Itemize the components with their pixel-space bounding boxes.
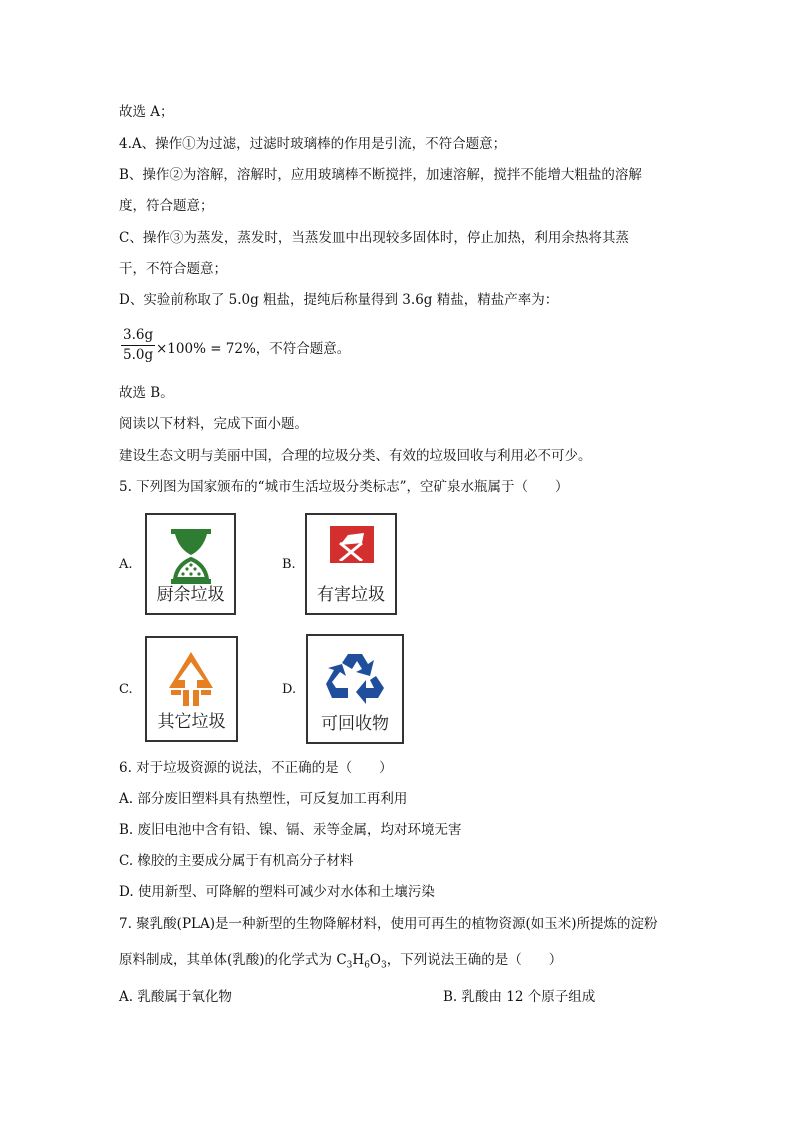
option-c-label: 其它垃圾: [157, 712, 226, 732]
reading-intro: 阅读以下材料，完成下面小题。: [119, 416, 308, 432]
explain-4d: D、实验前称取了 5.0g 粗盐，提纯后称量得到 3.6g 精盐，精盐产率为：: [119, 292, 559, 308]
explain-4b: B、操作②为溶解，溶解时，应用玻璃棒不断搅拌，加速溶解，搅拌不能增大粗盐的溶解: [119, 167, 642, 183]
formula-numerator: 3.6g: [123, 327, 154, 343]
question-7-option-a: A. 乳酸属于氧化物: [119, 989, 232, 1005]
option-c-letter: C.: [119, 682, 133, 697]
option-a-label: 厨余垃圾: [156, 585, 225, 605]
hazard-icon: [307, 521, 395, 587]
chemical-formula: $C_3H_6O_3$: [336, 952, 387, 971]
option-b-letter: B.: [282, 557, 296, 572]
option-a-card[interactable]: [145, 513, 236, 615]
formula-denominator: 5.0g: [123, 347, 154, 363]
hourglass-icon: [147, 519, 234, 589]
question-6: 6. 对于垃圾资源的说法，不正确的是（ ）: [119, 760, 393, 776]
option-d-label: 可回收物: [321, 714, 389, 734]
question-7-option-b: B. 乳酸由 12 个原子组成: [443, 989, 596, 1005]
option-d-card[interactable]: [306, 634, 404, 744]
question-7-suffix: ，下列说法王确的是（ ）: [386, 952, 563, 968]
explain-4c-cont: 干，不符合题意；: [119, 261, 227, 277]
option-b-label: 有害垃圾: [317, 585, 385, 605]
explain-4c: C、操作③为蒸发，蒸发时，当蒸发皿中出现较多固体时，停止加热，利用余热将其蒸: [119, 230, 629, 246]
question-6-option-a: A. 部分废旧塑料具有热塑性，可反复加工再利用: [119, 791, 408, 807]
answer-line-a: 故选 A；: [119, 104, 174, 120]
question-6-option-d: D. 使用新型、可降解的塑料可减少对水体和土壤污染: [119, 884, 435, 900]
answer-line-b: 故选 B。: [119, 385, 174, 401]
fraction-bar: [121, 345, 155, 346]
question-7-cont: [119, 951, 562, 975]
reading-material: 建设生态文明与美丽中国，合理的垃圾分类、有效的垃圾回收与利用必不可少。: [119, 448, 592, 464]
question-6-option-b: B. 废旧电池中含有铅、镍、镉、汞等金属，均对环境无害: [119, 822, 462, 838]
question-6-option-c: C. 橡胶的主要成分属于有机高分子材料: [119, 853, 354, 869]
option-c-card[interactable]: [145, 636, 238, 742]
recycle-icon: [308, 642, 402, 714]
explain-4b-cont: 度，符合题意；: [119, 198, 214, 214]
tree-icon: [147, 644, 236, 714]
question-7-prefix: 原料制成，其单体(乳酸)的化学式为: [119, 952, 337, 968]
question-7: 7. 聚乳酸(PLA)是一种新型的生物降解材料，使用可再生的植物资源(如玉米)所提炼的淀粉: [119, 916, 658, 932]
option-a-letter: A.: [119, 557, 133, 572]
option-d-letter: D.: [282, 682, 297, 697]
question-5: 5. 下列图为国家颁布的“城市生活垃圾分类标志”，空矿泉水瓶属于（ ）: [119, 479, 569, 495]
formula-rest: ×100% = 72%，不符合题意。: [156, 341, 351, 357]
explain-4a: 4.A、操作①为过滤，过滤时玻璃棒的作用是引流，不符合题意；: [119, 136, 507, 152]
option-b-card[interactable]: [305, 513, 397, 615]
